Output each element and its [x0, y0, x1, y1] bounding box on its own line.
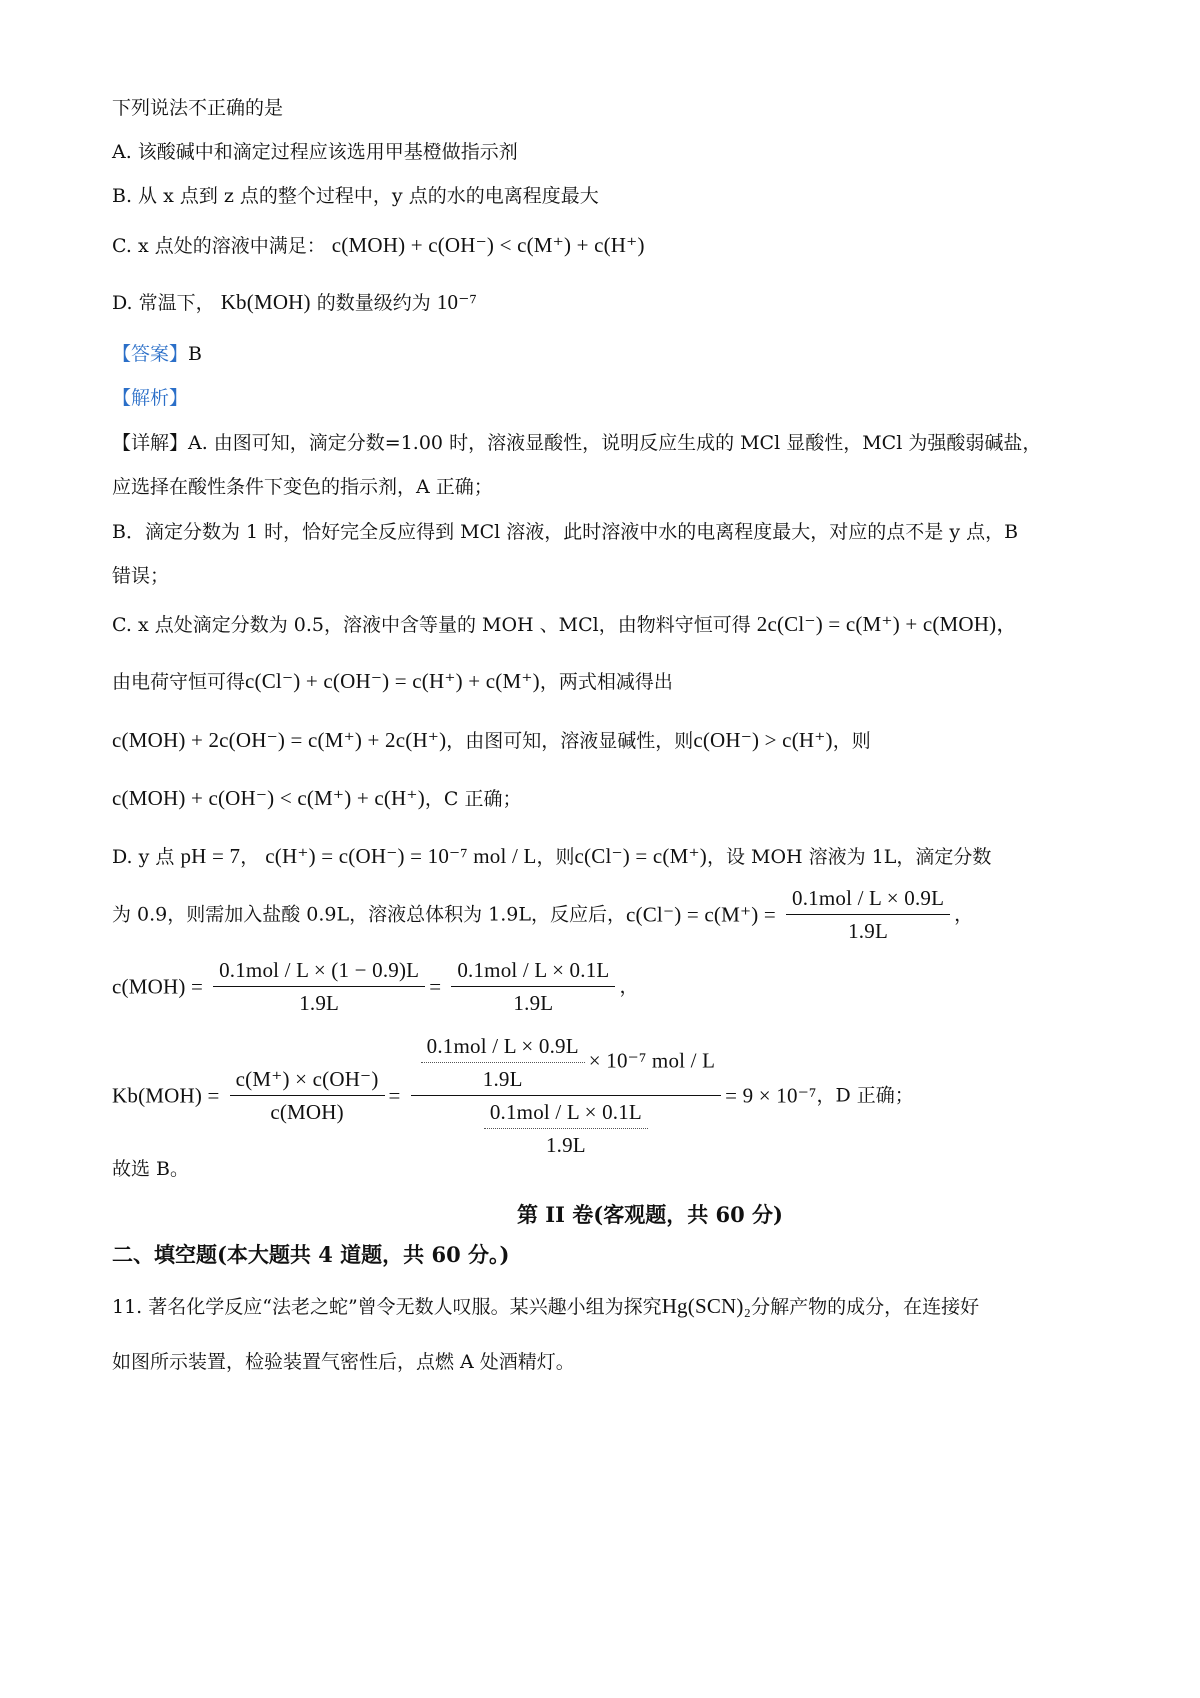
detail-line-10-formula: c(Cl⁻) = c(M⁺) = [626, 902, 776, 927]
detail-line-6-text: 由电荷守恒可得 [112, 671, 246, 693]
fraction-numerator: 0.1mol / L × 0.1L [451, 957, 615, 987]
fraction-denominator: 1.9L [299, 991, 340, 1015]
detail-line-6-suffix: ，两式相减得出 [539, 671, 673, 693]
detail-line-12: Kb(MOH) = $\frac{c(M^+) \times c(OH^-)}{\text{c(MOH)}}$ = $\frac{\text{0.1mol / L × 0.9L}}{1.9L}$ × 10⁻⁷ mol / L $\frac{\text{0.1mol / L × 0.1L}}{1.9L}$ = 9 × 10⁻⁷，D 正确； [112, 1034, 914, 1157]
detail-line-2: 应选择在酸性条件下变色的指示剂，A 正确； [112, 476, 493, 498]
option-c-formula: c(MOH) + c(OH⁻) < c(M⁺) + c(H⁺) [331, 233, 645, 257]
detail-line-11-formula: c(MOH) = [112, 974, 204, 999]
kb-suffix: ，D 正确； [816, 1084, 914, 1107]
inner-fraction [484, 1099, 648, 1158]
detail-line-7-formula: c(MOH) + 2c(OH⁻) = c(M⁺) + 2c(H⁺) [112, 728, 447, 752]
detail-line-3: B．滴定分数为 1 时，恰好完全反应得到 MCl 溶液，此时溶液中水的电离程度最大，对应的点不是 y 点，B [112, 521, 1019, 543]
fraction-numerator: 0.1mol / L × (1 − 0.9)L [213, 957, 425, 987]
kb-result: = 9 × 10⁻⁷ [725, 1083, 817, 1108]
conclusion: 故选 B。 [112, 1158, 190, 1180]
fraction-numerator: c(M⁺) × c(OH⁻) [230, 1066, 385, 1096]
q11-line-2: 如图所示装置，检验装置气密性后，点燃 A 处酒精灯。 [112, 1351, 575, 1373]
fraction-denominator: c(MOH) [270, 1100, 344, 1124]
detail-line-7-formula-2: c(OH⁻) > c(H⁺) [693, 728, 833, 752]
detail-line-4: 错误； [112, 565, 170, 587]
kb-fraction-2 [411, 1033, 722, 1158]
option-d-suffix: 的数量级约为 [316, 292, 431, 314]
detail-line-5-formula: 2c(Cl⁻) = c(M⁺) + c(MOH)， [756, 612, 1018, 636]
question-intro: 下列说法不正确的是 [112, 97, 284, 119]
fraction-denominator: 1.9L [545, 1133, 586, 1157]
option-c-prefix: C. x 点处的溶液中满足： [112, 235, 326, 257]
q11-line-1 [112, 1294, 979, 1319]
detail-line-8-formula: c(MOH) + c(OH⁻) < c(M⁺) + c(H⁺) [112, 786, 425, 810]
detail-line-11-fraction-2 [451, 957, 615, 1016]
fraction-numerator: 0.1mol / L × 0.9L [421, 1033, 585, 1063]
kb-compound-numerator [411, 1033, 722, 1096]
q11-suffix: 分解产物的成分，在连接好 [751, 1296, 980, 1318]
detail-line-10-text: 为 0.9，则需加入盐酸 0.9L，溶液总体积为 1.9L，反应后， [112, 903, 627, 926]
part-title: 二、填空题(本大题共 4 道题，共 60 分。) [112, 1242, 510, 1267]
answer-line [112, 342, 202, 366]
option-d-prefix: D. 常温下， [112, 292, 215, 314]
detail-line-9-mid: ，则 [536, 846, 575, 868]
fraction-denominator: 1.9L [848, 919, 888, 943]
detail-line-9-prefix: D. y 点 [112, 846, 175, 868]
detail-line-6-formula: c(Cl⁻) + c(OH⁻) = c(H⁺) + c(M⁺) [245, 669, 540, 693]
detail-line-7-suffix: ，则 [832, 730, 871, 752]
option-d [112, 290, 477, 315]
option-b: B. 从 x 点到 z 点的整个过程中，y 点的水的电离程度最大 [112, 185, 599, 207]
section-title: 第 II 卷(客观题，共 60 分) [517, 1202, 783, 1227]
detail-line-5-text: C. x 点处滴定分数为 0.5，溶液中含等量的 MOH 、MCl，由物料守恒可得 [112, 614, 751, 636]
kb-compound-denominator [411, 1096, 722, 1158]
detail-line-9-sep: ， [240, 846, 260, 868]
fraction-denominator: 1.9L [513, 991, 554, 1015]
detail-line-6 [112, 669, 673, 694]
detail-line-9-equal: c(Cl⁻) = c(M⁺) [574, 844, 707, 868]
detail-line-11-fraction-1 [213, 957, 425, 1016]
detail-line-10: 为 0.9，则需加入盐酸 0.9L，溶液总体积为 1.9L，反应后，c(Cl⁻) = c(M⁺) = $\frac{\text{0.1mol / L × 0.9L}}{1.9L}$ ， [112, 886, 974, 943]
inner-fraction [421, 1033, 585, 1092]
answer-label: 【答案】 [112, 343, 189, 365]
fraction-denominator: 1.9L [482, 1067, 523, 1091]
fraction-numerator: 0.1mol / L × 0.9L [786, 885, 950, 915]
option-a: A. 该酸碱中和滴定过程应该选用甲基橙做指示剂 [112, 141, 518, 163]
detail-line-8-suffix: ，C 正确； [424, 788, 522, 810]
detail-line-9-suffix: ，设 MOH 溶液为 1L，滴定分数 [706, 846, 992, 868]
detail-line-9-ph: pH = 7 [180, 844, 241, 868]
fraction-numerator: 0.1mol / L × 0.1L [484, 1099, 648, 1129]
detail-line-9 [112, 844, 991, 869]
kb-fraction-1 [230, 1066, 385, 1125]
detail-line-11: c(MOH) = $\frac{\text{0.1mol / L × (1 − 0.9)L}}{1.9L}$ = $\frac{\text{0.1mol / L × 0.1L}}{1.9L}$ ， [112, 958, 639, 1015]
detail-line-7-mid: ，由图可知，溶液显碱性，则 [446, 730, 694, 752]
detail-line-1: 【详解】A. 由图可知，滴定分数=1.00 时，溶液显酸性，说明反应生成的 MCl 显酸性，MCl 为强酸弱碱盐， [112, 432, 1042, 454]
q11-text: 11. 著名化学反应“法老之蛇”曾令无数人叹服。某兴趣小组为探究 [112, 1296, 662, 1318]
answer-value: B [188, 343, 202, 365]
q11-formula: Hg(SCN)₂ [661, 1294, 752, 1318]
option-c [112, 233, 645, 258]
times-factor: × 10⁻⁷ mol / L [588, 1048, 716, 1073]
detail-line-9-conc: c(H⁺) = c(OH⁻) = 10⁻⁷ mol / L [265, 844, 537, 868]
detail-line-5 [112, 612, 1018, 637]
detail-line-8 [112, 786, 521, 811]
analysis-label: 【解析】 [112, 387, 189, 409]
detail-line-7 [112, 728, 871, 753]
option-d-formula: Kb(MOH) [220, 290, 311, 314]
option-d-power: 10⁻⁷ [436, 290, 478, 314]
detail-line-10-fraction [786, 885, 950, 944]
kb-lhs: Kb(MOH) = [112, 1083, 220, 1108]
